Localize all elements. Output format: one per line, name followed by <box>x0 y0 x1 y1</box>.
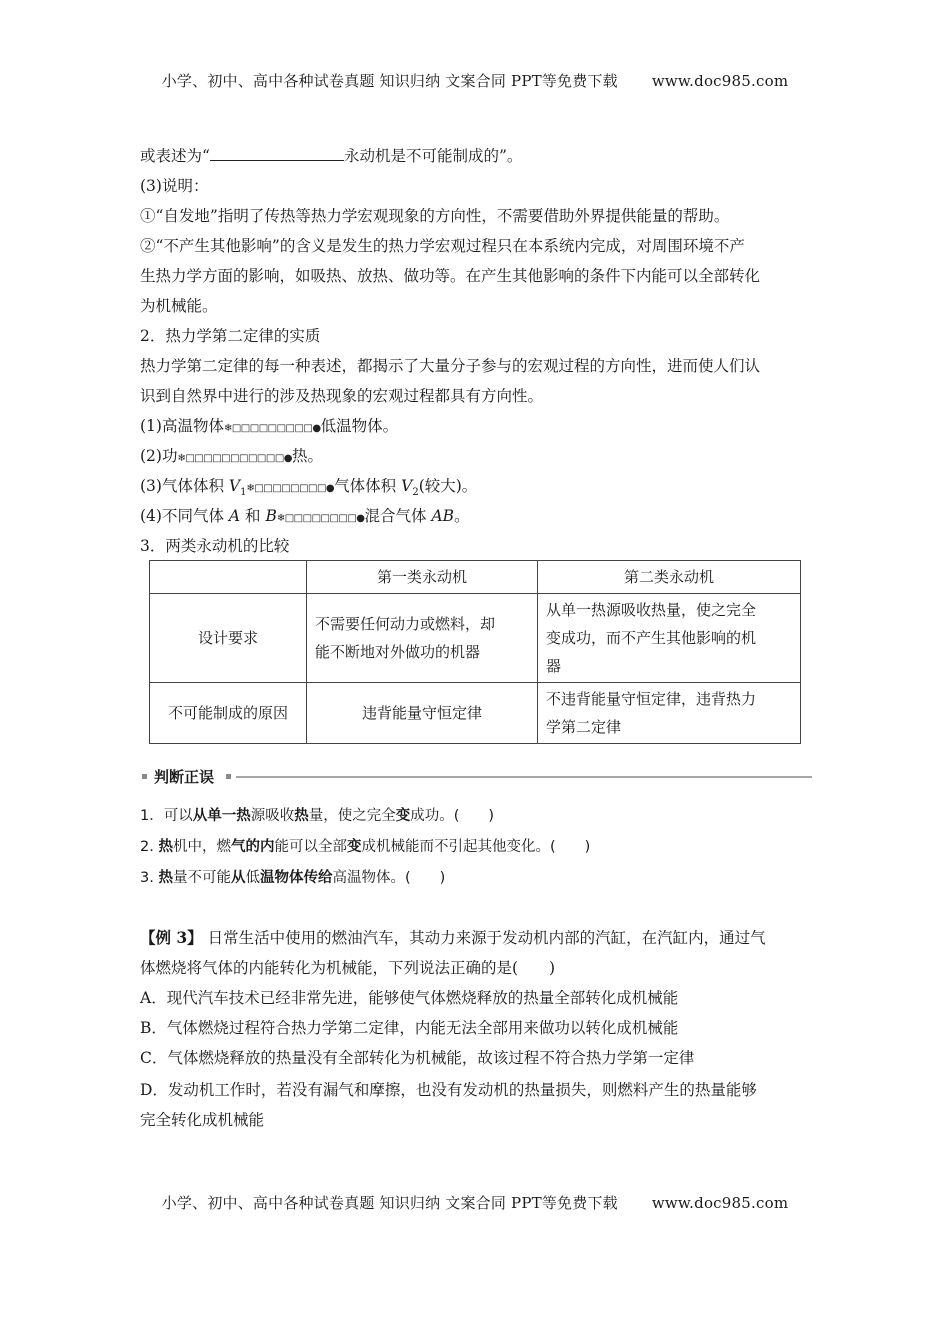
example-stem-line-1 <box>140 928 812 948</box>
process-arrow-icon: ❄□□□□□□□□□● <box>223 423 321 434</box>
footer-url[interactable]: www.doc985.com <box>651 1194 789 1212</box>
table-row <box>150 683 801 744</box>
square-bullet-icon <box>226 774 231 779</box>
process-arrow-icon: ❄□□□□□□□□□□□● <box>177 453 293 464</box>
gas-b-symbol: B <box>265 507 277 525</box>
example-stem-line-2: 体燃烧将气体的内能转化为机械能，下列说法正确的是( ) <box>140 959 556 977</box>
explain-item-2-line-2: 生热力学方面的影响，如吸热、放热、做功等。在产生其他影响的条件下内能可以全部转化 <box>140 267 761 285</box>
statement-line <box>140 146 812 166</box>
process-1-pre: (1)高温物体 <box>140 417 224 435</box>
explain-heading: (3)说明： <box>140 177 209 195</box>
item-number: 3. <box>140 870 159 886</box>
volume-symbol: V <box>228 477 241 495</box>
explain-item-2-line-3: 为机械能。 <box>140 297 218 315</box>
option-c: C．气体燃烧释放的热量没有全部转化为机械能，故该过程不符合热力学第一定律 <box>140 1049 695 1067</box>
cell-line: 器 <box>546 657 562 675</box>
judge-text: 成功。( ) <box>410 808 495 824</box>
row-label: 不可能制成的原因 <box>150 683 307 744</box>
table-header-cell: 第二类永动机 <box>538 561 801 594</box>
compare-heading: 3．两类永动机的比较 <box>140 537 290 555</box>
essence-heading: 2．热力学第二定律的实质 <box>140 327 321 345</box>
process-arrow-icon: ❄□□□□□□□□● <box>276 513 365 524</box>
header-url[interactable]: www.doc985.com <box>651 72 789 90</box>
table-row <box>150 594 801 683</box>
explain-item-2-line-1: ②“不产生其他影响”的含义是发生的热力学宏观过程只在本系统内完成，对周围环境不产 <box>140 237 745 255</box>
table-cell <box>307 594 538 683</box>
judge-text: 成机械能而不引起其他变化。( ) <box>361 839 591 855</box>
process-2-post: 热。 <box>292 447 324 465</box>
statement-post: 永动机是不可能制成的”。 <box>343 147 523 165</box>
judge-text: 源吸收 <box>250 808 295 824</box>
process-arrow-icon: ❄□□□□□□□□● <box>246 483 335 494</box>
essence-line-1: 热力学第二定律的每一种表述，都揭示了大量分子参与的宏观过程的方向性，进而使人们认 <box>140 357 761 375</box>
cell-line: 能不断地对外做功的机器 <box>315 643 481 661</box>
process-4 <box>140 506 812 529</box>
fill-blank <box>210 146 344 161</box>
process-2 <box>140 446 812 469</box>
judge-text: 低 <box>245 870 260 886</box>
volume-symbol: V <box>401 477 413 495</box>
cell-line: 从单一热源吸收热量，使之完全 <box>546 601 757 619</box>
judge-text: 气的内 <box>230 839 275 855</box>
example-stem: 日常生活中使用的燃油汽车，其动力来源于发动机内部的汽缸，在汽缸内，通过气 <box>202 929 766 947</box>
divider <box>236 776 812 778</box>
process-3-pre: (3)气体体积 <box>140 477 229 495</box>
judge-text: 热 <box>294 808 309 824</box>
table-cell: 违背能量守恒定律 <box>307 683 538 744</box>
judge-item-3 <box>140 868 812 888</box>
header-text: 小学、初中、高中各种试卷真题 知识归纳 文案合同 PPT等免费下载 <box>161 72 618 90</box>
item-number: 1． <box>140 808 164 824</box>
process-4-post: 。 <box>454 507 470 525</box>
process-3 <box>140 476 812 503</box>
essence-line-2: 识到自然界中进行的涉及热现象的宏观过程都具有方向性。 <box>140 387 544 405</box>
judge-text: 可以 <box>163 808 193 824</box>
row-label: 设计要求 <box>150 594 307 683</box>
square-bullet-icon <box>142 774 147 779</box>
item-number: 2. <box>140 839 159 855</box>
process-3-mid: 气体体积 <box>334 477 402 495</box>
section-judge-header <box>140 766 812 788</box>
judge-text: 量，使之完全 <box>308 808 396 824</box>
option-d-line-2: 完全转化成机械能 <box>140 1111 265 1129</box>
example-label: 【例 3】 <box>140 928 203 947</box>
cell-line: 变成功，而不产生其他影响的机 <box>546 629 757 647</box>
table-header-row <box>150 561 801 594</box>
cell-line: 学第二定律 <box>546 718 622 736</box>
process-2-pre: (2)功 <box>140 447 178 465</box>
page-header <box>0 70 950 91</box>
volume-subscript: 2 <box>412 487 419 499</box>
judge-item-2 <box>140 837 812 857</box>
table-header-cell: 第一类永动机 <box>307 561 538 594</box>
option-d-line-1: D．发动机工作时，若没有漏气和摩擦，也没有发动机的热量损失，则燃料产生的热量能够 <box>140 1081 757 1099</box>
cell-line: 不需要任何动力或燃料，却 <box>315 615 496 633</box>
footer-text: 小学、初中、高中各种试卷真题 知识归纳 文案合同 PPT等免费下载 <box>161 1194 618 1212</box>
comparison-table <box>149 560 801 744</box>
process-4-and: 和 <box>240 507 266 525</box>
process-4-mid: 混合气体 <box>364 507 432 525</box>
process-1 <box>140 416 812 439</box>
judge-text: 机中，燃 <box>172 839 231 855</box>
process-4-pre: (4)不同气体 <box>140 507 229 525</box>
judge-text: 变 <box>346 839 362 855</box>
explain-item-1: ①“自发地”指明了传热等热力学宏观现象的方向性，不需要借助外界提供能量的帮助。 <box>140 207 730 225</box>
option-b: B．气体燃烧过程符合热力学第二定律，内能无法全部用来做功以转化成机械能 <box>140 1019 679 1037</box>
judge-text: 热 <box>158 839 173 855</box>
gas-ab-symbol: AB <box>431 507 455 525</box>
volume-subscript: 1 <box>240 487 247 499</box>
judge-text: 量不可能 <box>172 870 231 886</box>
judge-item-1 <box>140 806 812 826</box>
judge-text: 高温物体。( ) <box>332 870 446 886</box>
judge-text: 能可以全部 <box>274 839 347 855</box>
judge-text: 从 <box>230 870 246 886</box>
section-title: 判断正误 <box>154 768 215 786</box>
option-a: A．现代汽车技术已经非常先进，能够使气体燃烧释放的热量全部转化成机械能 <box>140 989 679 1007</box>
judge-text: 变 <box>395 808 411 824</box>
table-header-cell <box>150 561 307 594</box>
table-cell <box>538 683 801 744</box>
judge-text: 热 <box>158 870 173 886</box>
gas-a-symbol: A <box>228 507 241 525</box>
judge-text: 温物体传给 <box>259 870 333 886</box>
cell-line: 不违背能量守恒定律，违背热力 <box>546 690 757 708</box>
judge-text: 从单一热 <box>192 808 251 824</box>
process-3-post: (较大)。 <box>418 477 478 495</box>
statement-pre: 或表述为“ <box>140 147 210 165</box>
table-cell <box>538 594 801 683</box>
process-1-post: 低温物体。 <box>320 417 399 435</box>
page-footer <box>0 1192 950 1213</box>
